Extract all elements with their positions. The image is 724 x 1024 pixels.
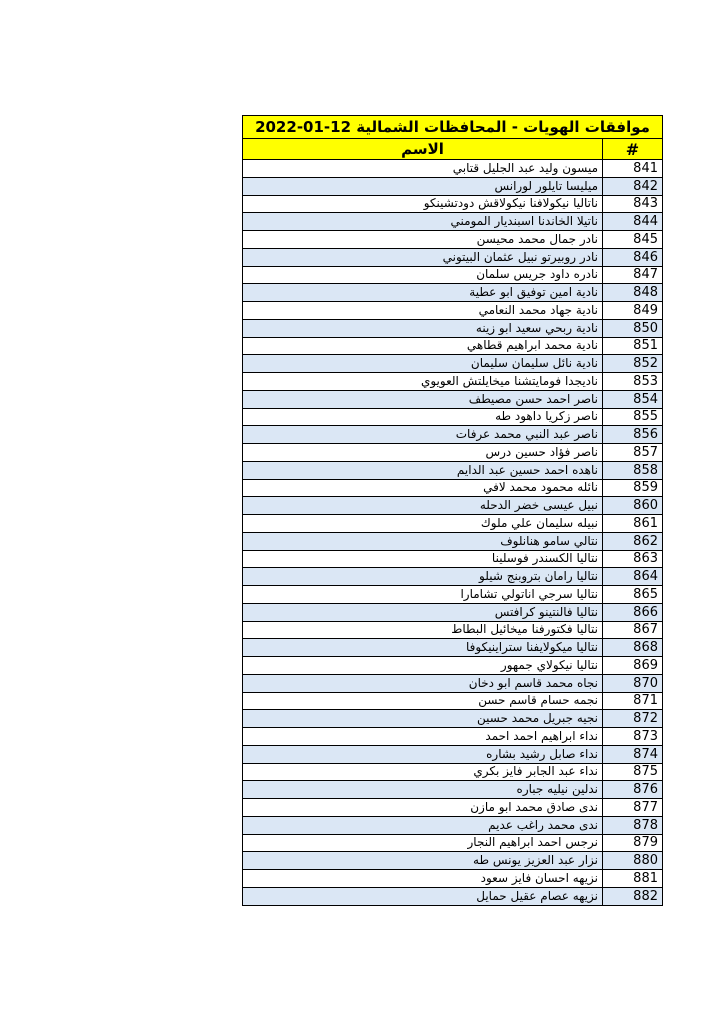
row-number-cell: 881 [603, 870, 663, 888]
table-row [243, 302, 663, 320]
table-row [243, 177, 663, 195]
person-name-cell: نبيله سليمان علي ملوك [243, 515, 603, 533]
title-row [243, 116, 663, 139]
person-name-cell: نجمه حسام قاسم حسن [243, 692, 603, 710]
table-row [243, 763, 663, 781]
person-name-cell: نادية جهاد محمد النعامي [243, 302, 603, 320]
row-number-cell: 848 [603, 284, 663, 302]
person-name-cell: نادره داود جريس سلمان [243, 266, 603, 284]
row-number-cell: 866 [603, 603, 663, 621]
person-name-cell: ناهده احمد حسين عبد الدايم [243, 461, 603, 479]
person-name-cell: ناصر فؤاد حسين درس [243, 444, 603, 462]
person-name-cell: نادية محمد ابراهيم قطاهي [243, 337, 603, 355]
person-name-cell: نجاه محمد قاسم ابو دخان [243, 674, 603, 692]
table-row [243, 337, 663, 355]
table-row [243, 408, 663, 426]
sheet-title: موافقات الهويات - المحافظات الشمالية 12-01-2022 [243, 116, 663, 139]
person-name-cell: ندى محمد راغب عديم [243, 816, 603, 834]
person-name-cell: نادر روبيرتو نبيل عثمان البيتوني [243, 248, 603, 266]
row-number-cell: 851 [603, 337, 663, 355]
table-row [243, 710, 663, 728]
table-row [243, 532, 663, 550]
table-row [243, 160, 663, 178]
row-number-cell: 857 [603, 444, 663, 462]
row-number-cell: 876 [603, 781, 663, 799]
table-row [243, 248, 663, 266]
table-row [243, 674, 663, 692]
person-name-cell: نداء صابل رشيد بشاره [243, 745, 603, 763]
person-name-cell: نتالي سامو هنانلوف [243, 532, 603, 550]
row-number-cell: 868 [603, 639, 663, 657]
person-name-cell: نتاليا سرجي اناتولي تشامارا [243, 586, 603, 604]
table-row [243, 266, 663, 284]
table-row [243, 319, 663, 337]
row-number-cell: 872 [603, 710, 663, 728]
table-row [243, 603, 663, 621]
table-row [243, 799, 663, 817]
person-name-cell: نادية ربحي سعيد ابو زينه [243, 319, 603, 337]
table-row [243, 355, 663, 373]
table-row [243, 479, 663, 497]
person-name-cell: نائله محمود محمد لافي [243, 479, 603, 497]
table-row [243, 728, 663, 746]
table-row [243, 692, 663, 710]
person-name-cell: نادية نائل سليمان سليمان [243, 355, 603, 373]
person-name-cell: ندى صادق محمد ابو مازن [243, 799, 603, 817]
row-number-cell: 882 [603, 887, 663, 905]
person-name-cell: ميليسا تايلور لورانس [243, 177, 603, 195]
row-number-cell: 846 [603, 248, 663, 266]
person-name-cell: ميسون وليد عبد الجليل قتابي [243, 160, 603, 178]
row-number-cell: 843 [603, 195, 663, 213]
row-number-cell: 863 [603, 550, 663, 568]
person-name-cell: نتاليا ميكولايفنا ستراينيكوفا [243, 639, 603, 657]
approvals-table [242, 115, 663, 906]
table-row [243, 745, 663, 763]
row-number-cell: 879 [603, 834, 663, 852]
table-row [243, 390, 663, 408]
table-row [243, 213, 663, 231]
table-row [243, 586, 663, 604]
row-number-cell: 867 [603, 621, 663, 639]
person-name-cell: نبيل عيسى خضر الدحله [243, 497, 603, 515]
row-number-cell: 871 [603, 692, 663, 710]
person-name-cell: نزار عبد العزيز يونس طه [243, 852, 603, 870]
person-name-cell: نادر جمال محمد محيسن [243, 231, 603, 249]
person-name-cell: ناتاليا نيكولافنا نيكولاقش دودتشينكو [243, 195, 603, 213]
row-number-cell: 877 [603, 799, 663, 817]
table-row [243, 515, 663, 533]
person-name-cell: نداء ابراهيم احمد احمد [243, 728, 603, 746]
person-name-cell: نرجس احمد ابراهيم النجار [243, 834, 603, 852]
person-name-cell: نادية امين توفيق ابو عطية [243, 284, 603, 302]
row-number-cell: 861 [603, 515, 663, 533]
row-number-cell: 864 [603, 568, 663, 586]
row-number-cell: 878 [603, 816, 663, 834]
row-number-cell: 849 [603, 302, 663, 320]
person-name-cell: نتاليا نيكولاي جمهور [243, 657, 603, 675]
row-number-cell: 853 [603, 373, 663, 391]
person-name-cell: ناتيلا الخاندنا اسبنديار المومني [243, 213, 603, 231]
table-row [243, 781, 663, 799]
table-row [243, 373, 663, 391]
person-name-cell: ناصر احمد حسن مصيطف [243, 390, 603, 408]
row-number-cell: 850 [603, 319, 663, 337]
person-name-cell: نتاليا فكتورفنا ميخائيل البطاط [243, 621, 603, 639]
row-number-cell: 858 [603, 461, 663, 479]
row-number-cell: 845 [603, 231, 663, 249]
row-number-cell: 880 [603, 852, 663, 870]
row-number-cell: 856 [603, 426, 663, 444]
table-row [243, 426, 663, 444]
table-row [243, 816, 663, 834]
row-number-cell: 847 [603, 266, 663, 284]
row-number-cell: 841 [603, 160, 663, 178]
table-row [243, 621, 663, 639]
row-number-cell: 874 [603, 745, 663, 763]
table-row [243, 852, 663, 870]
person-name-cell: نداء عبد الجابر فايز بكري [243, 763, 603, 781]
row-number-cell: 862 [603, 532, 663, 550]
table-row [243, 657, 663, 675]
person-name-cell: نتاليا رامان بتروبنج شيلو [243, 568, 603, 586]
table-row [243, 497, 663, 515]
row-number-cell: 859 [603, 479, 663, 497]
table-row [243, 550, 663, 568]
person-name-cell: ناصر زكريا داهود طه [243, 408, 603, 426]
person-name-cell: نجيه جبريل محمد حسين [243, 710, 603, 728]
number-column-header: # [603, 139, 663, 160]
table-row [243, 195, 663, 213]
person-name-cell: نزيهه احسان فايز سعود [243, 870, 603, 888]
person-name-cell: ناصر عبد النبي محمد عرفات [243, 426, 603, 444]
row-number-cell: 855 [603, 408, 663, 426]
row-number-cell: 869 [603, 657, 663, 675]
header-row [243, 139, 663, 160]
row-number-cell: 852 [603, 355, 663, 373]
name-column-header: الاسم [243, 139, 603, 160]
table-row [243, 231, 663, 249]
table-row [243, 444, 663, 462]
row-number-cell: 873 [603, 728, 663, 746]
row-number-cell: 875 [603, 763, 663, 781]
row-number-cell: 842 [603, 177, 663, 195]
person-name-cell: ندلين نيليه جباره [243, 781, 603, 799]
table-row [243, 639, 663, 657]
table-row [243, 568, 663, 586]
table-row [243, 461, 663, 479]
person-name-cell: نتاليا فالنتينو كرافتس [243, 603, 603, 621]
row-number-cell: 870 [603, 674, 663, 692]
table-row [243, 887, 663, 905]
row-number-cell: 860 [603, 497, 663, 515]
row-number-cell: 844 [603, 213, 663, 231]
row-number-cell: 854 [603, 390, 663, 408]
person-name-cell: نزيهه عصام عقيل حمايل [243, 887, 603, 905]
person-name-cell: نتاليا الكسندر فوسلينا [243, 550, 603, 568]
row-number-cell: 865 [603, 586, 663, 604]
table-row [243, 834, 663, 852]
table-row [243, 870, 663, 888]
table-row [243, 284, 663, 302]
person-name-cell: ناديجدا فومايتشنا ميخايلتش العويوي [243, 373, 603, 391]
